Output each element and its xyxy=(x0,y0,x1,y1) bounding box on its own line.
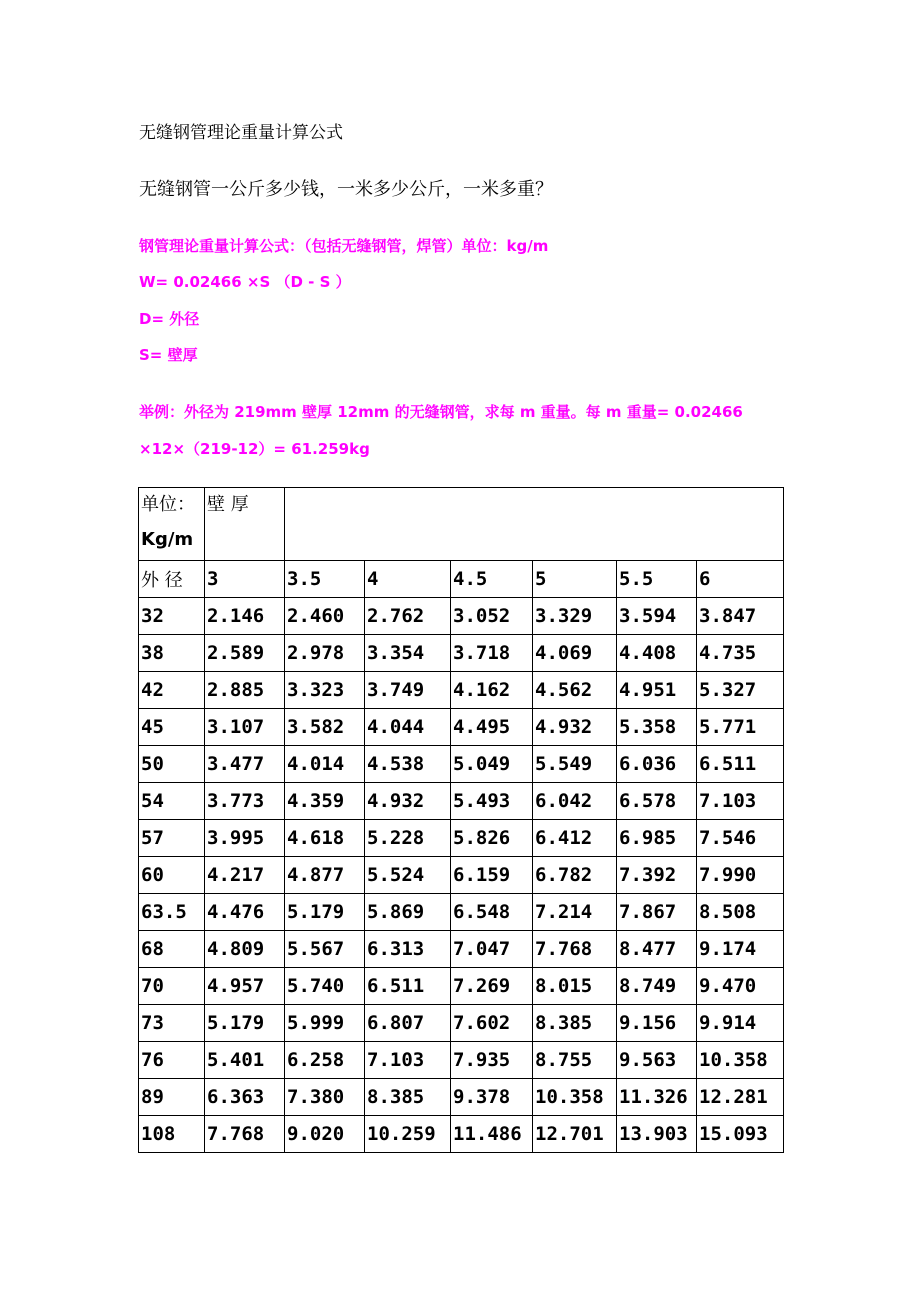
weight-value: 2.885 xyxy=(205,672,285,709)
weight-value: 8.385 xyxy=(365,1079,451,1116)
weight-value: 7.867 xyxy=(617,894,697,931)
weight-value: 6.036 xyxy=(617,746,697,783)
weight-value: 6.807 xyxy=(365,1005,451,1042)
weight-value: 15.093 xyxy=(697,1116,784,1153)
weight-value: 2.978 xyxy=(285,635,365,672)
wall-value: 3 xyxy=(205,561,285,598)
table-row xyxy=(139,968,784,1005)
weight-value: 4.359 xyxy=(285,783,365,820)
weight-value: 5.179 xyxy=(285,894,365,931)
weight-value: 7.990 xyxy=(697,857,784,894)
outer-diameter-value: 108 xyxy=(139,1116,205,1153)
weight-value: 6.511 xyxy=(365,968,451,1005)
weight-value: 4.538 xyxy=(365,746,451,783)
weight-value: 6.548 xyxy=(451,894,533,931)
weight-value: 6.258 xyxy=(285,1042,365,1079)
weight-value: 6.511 xyxy=(697,746,784,783)
table-row xyxy=(139,1042,784,1079)
outer-diameter-value: 76 xyxy=(139,1042,205,1079)
weight-value: 3.594 xyxy=(617,598,697,635)
weight-value: 7.047 xyxy=(451,931,533,968)
weight-table xyxy=(138,487,784,1153)
weight-value: 11.486 xyxy=(451,1116,533,1153)
weight-value: 4.809 xyxy=(205,931,285,968)
weight-value: 7.602 xyxy=(451,1005,533,1042)
weight-value: 4.957 xyxy=(205,968,285,1005)
weight-value: 9.174 xyxy=(697,931,784,968)
weight-value: 2.146 xyxy=(205,598,285,635)
weight-value: 3.329 xyxy=(533,598,617,635)
weight-value: 6.159 xyxy=(451,857,533,894)
weight-value: 6.782 xyxy=(533,857,617,894)
document-title: 无缝钢管理论重量计算公式 xyxy=(139,123,343,143)
wall-thickness-label: 壁 厚 xyxy=(207,494,249,515)
outer-diameter-value: 32 xyxy=(139,598,205,635)
wall-value: 5 xyxy=(533,561,617,598)
wall-values-row xyxy=(139,561,784,598)
weight-value: 9.156 xyxy=(617,1005,697,1042)
table-row xyxy=(139,1116,784,1153)
outer-diameter-value: 73 xyxy=(139,1005,205,1042)
weight-value: 12.281 xyxy=(697,1079,784,1116)
formula-intro: 钢管理论重量计算公式：（包括无缝钢管，焊管）单位：kg/m xyxy=(139,237,549,255)
wall-value: 4 xyxy=(365,561,451,598)
unit-cell xyxy=(139,488,205,561)
weight-value: 8.015 xyxy=(533,968,617,1005)
weight-value: 8.477 xyxy=(617,931,697,968)
weight-value: 4.162 xyxy=(451,672,533,709)
weight-value: 4.044 xyxy=(365,709,451,746)
weight-value: 5.049 xyxy=(451,746,533,783)
weight-value: 3.718 xyxy=(451,635,533,672)
unit-label: 单位： xyxy=(141,494,195,515)
table-row xyxy=(139,857,784,894)
formula-d-definition: D= 外径 xyxy=(139,310,200,328)
weight-value: 7.214 xyxy=(533,894,617,931)
outer-diameter-value: 60 xyxy=(139,857,205,894)
weight-value: 4.217 xyxy=(205,857,285,894)
weight-value: 6.363 xyxy=(205,1079,285,1116)
weight-value: 6.412 xyxy=(533,820,617,857)
weight-value: 3.773 xyxy=(205,783,285,820)
formula-equation: W= 0.02466 ×S （D - S ） xyxy=(139,273,351,291)
outer-diameter-value: 38 xyxy=(139,635,205,672)
table-row xyxy=(139,598,784,635)
weight-value: 7.546 xyxy=(697,820,784,857)
table-row xyxy=(139,894,784,931)
weight-value: 10.358 xyxy=(533,1079,617,1116)
weight-value: 5.401 xyxy=(205,1042,285,1079)
weight-value: 6.985 xyxy=(617,820,697,857)
weight-value: 4.877 xyxy=(285,857,365,894)
wall-value: 6 xyxy=(697,561,784,598)
weight-value: 9.378 xyxy=(451,1079,533,1116)
outer-diameter-value: 54 xyxy=(139,783,205,820)
weight-value: 4.562 xyxy=(533,672,617,709)
empty-header-cell xyxy=(285,488,784,561)
weight-value: 9.470 xyxy=(697,968,784,1005)
weight-value: 9.914 xyxy=(697,1005,784,1042)
weight-value: 8.749 xyxy=(617,968,697,1005)
weight-value: 3.477 xyxy=(205,746,285,783)
weight-value: 4.476 xyxy=(205,894,285,931)
weight-value: 6.578 xyxy=(617,783,697,820)
weight-value: 4.014 xyxy=(285,746,365,783)
outer-diameter-value: 70 xyxy=(139,968,205,1005)
formula-s-definition: S= 壁厚 xyxy=(139,346,198,364)
weight-value: 12.701 xyxy=(533,1116,617,1153)
weight-value: 9.563 xyxy=(617,1042,697,1079)
table-row xyxy=(139,746,784,783)
weight-value: 5.524 xyxy=(365,857,451,894)
weight-value: 6.042 xyxy=(533,783,617,820)
table-row xyxy=(139,1079,784,1116)
weight-value: 3.582 xyxy=(285,709,365,746)
table-row xyxy=(139,672,784,709)
table-row xyxy=(139,820,784,857)
weight-value: 3.354 xyxy=(365,635,451,672)
weight-value: 2.460 xyxy=(285,598,365,635)
weight-value: 7.935 xyxy=(451,1042,533,1079)
wall-thickness-label-cell xyxy=(205,488,285,561)
weight-value: 5.771 xyxy=(697,709,784,746)
weight-value: 8.508 xyxy=(697,894,784,931)
outer-diameter-value: 42 xyxy=(139,672,205,709)
document-subtitle: 无缝钢管一公斤多少钱，一米多少公斤，一米多重？ xyxy=(139,179,553,200)
weight-value: 9.020 xyxy=(285,1116,365,1153)
weight-value: 5.228 xyxy=(365,820,451,857)
outer-diameter-label: 外 径 xyxy=(139,561,205,598)
example-line-1: 举例：外径为 219mm 壁厚 12mm 的无缝钢管，求每 m 重量。每 m 重量= 0.02466 xyxy=(139,403,743,421)
weight-value: 7.392 xyxy=(617,857,697,894)
weight-value: 5.999 xyxy=(285,1005,365,1042)
weight-value: 5.327 xyxy=(697,672,784,709)
weight-value: 5.549 xyxy=(533,746,617,783)
weight-value: 2.589 xyxy=(205,635,285,672)
outer-diameter-value: 45 xyxy=(139,709,205,746)
example-line-2: ×12×（219-12）= 61.259kg xyxy=(139,440,370,458)
weight-value: 5.358 xyxy=(617,709,697,746)
weight-value: 3.052 xyxy=(451,598,533,635)
table-row xyxy=(139,635,784,672)
wall-value: 5.5 xyxy=(617,561,697,598)
weight-value: 7.103 xyxy=(697,783,784,820)
weight-value: 7.768 xyxy=(205,1116,285,1153)
weight-value: 2.762 xyxy=(365,598,451,635)
weight-value: 4.932 xyxy=(533,709,617,746)
weight-value: 4.932 xyxy=(365,783,451,820)
weight-value: 3.749 xyxy=(365,672,451,709)
weight-value: 4.618 xyxy=(285,820,365,857)
weight-value: 5.869 xyxy=(365,894,451,931)
weight-value: 5.826 xyxy=(451,820,533,857)
weight-value: 5.493 xyxy=(451,783,533,820)
weight-value: 7.269 xyxy=(451,968,533,1005)
outer-diameter-value: 68 xyxy=(139,931,205,968)
weight-value: 5.740 xyxy=(285,968,365,1005)
weight-value: 10.259 xyxy=(365,1116,451,1153)
table-row xyxy=(139,783,784,820)
weight-value: 4.951 xyxy=(617,672,697,709)
wall-value: 4.5 xyxy=(451,561,533,598)
outer-diameter-value: 89 xyxy=(139,1079,205,1116)
weight-value: 4.408 xyxy=(617,635,697,672)
weight-value: 10.358 xyxy=(697,1042,784,1079)
outer-diameter-value: 63.5 xyxy=(139,894,205,931)
weight-value: 4.735 xyxy=(697,635,784,672)
outer-diameter-value: 57 xyxy=(139,820,205,857)
weight-value: 3.847 xyxy=(697,598,784,635)
weight-value: 3.995 xyxy=(205,820,285,857)
weight-value: 8.755 xyxy=(533,1042,617,1079)
weight-value: 5.179 xyxy=(205,1005,285,1042)
outer-diameter-value: 50 xyxy=(139,746,205,783)
weight-value: 6.313 xyxy=(365,931,451,968)
table-header-row xyxy=(139,488,784,561)
weight-value: 4.069 xyxy=(533,635,617,672)
unit-value: Kg/m xyxy=(141,529,194,550)
table-row xyxy=(139,1005,784,1042)
weight-value: 7.103 xyxy=(365,1042,451,1079)
weight-value: 4.495 xyxy=(451,709,533,746)
weight-value: 5.567 xyxy=(285,931,365,968)
weight-value: 8.385 xyxy=(533,1005,617,1042)
weight-value: 3.323 xyxy=(285,672,365,709)
weight-value: 13.903 xyxy=(617,1116,697,1153)
weight-value: 7.380 xyxy=(285,1079,365,1116)
wall-value: 3.5 xyxy=(285,561,365,598)
table-row xyxy=(139,931,784,968)
weight-value: 11.326 xyxy=(617,1079,697,1116)
weight-value: 3.107 xyxy=(205,709,285,746)
weight-value: 7.768 xyxy=(533,931,617,968)
table-row xyxy=(139,709,784,746)
